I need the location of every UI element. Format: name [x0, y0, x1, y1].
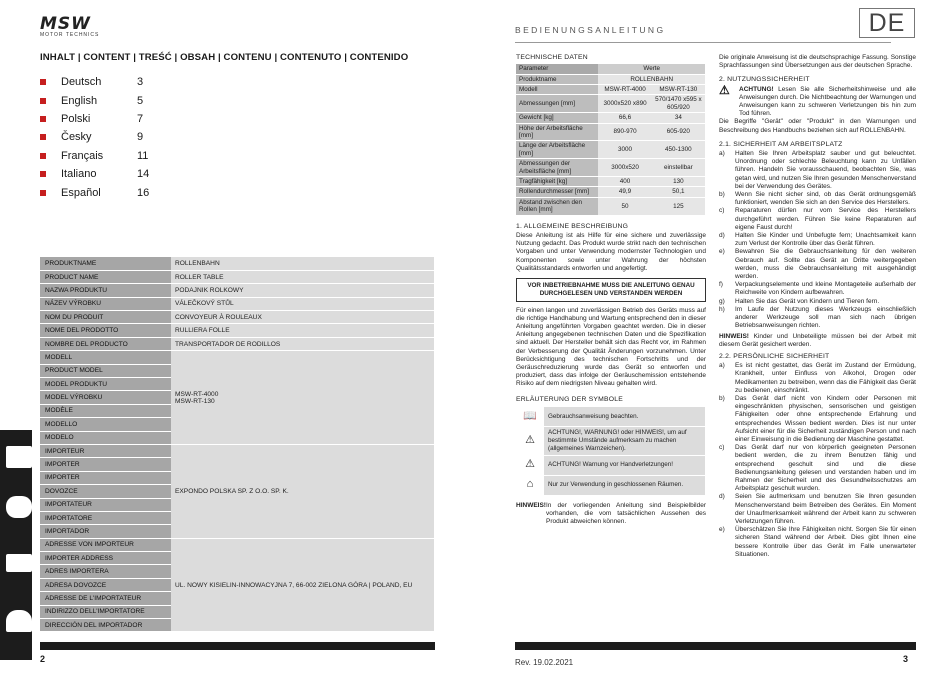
list-item: [719, 150, 916, 191]
header-divider: [515, 42, 891, 43]
right-page: [475, 0, 950, 674]
toc-language: Español: [61, 186, 101, 199]
tech-title: TECHNISCHE DATEN: [516, 54, 588, 61]
section-2-title: 2. NUTZUNGSSICHERHEIT: [719, 76, 810, 84]
tech-param: Höhe der Arbeitsfläche [mm]: [516, 123, 598, 141]
spec-value: [171, 538, 434, 632]
spec-row: [40, 324, 434, 337]
tech-value: 570/1470 x595 x 605/920: [652, 95, 705, 113]
list-marker: a): [719, 150, 725, 158]
tech-row: [516, 85, 705, 95]
tech-value: 3000x520: [598, 159, 651, 177]
spec-value: ROLLENBAHN: [171, 257, 434, 270]
spec-label: INDIRIZZO DELL'IMPORTATORE: [40, 605, 171, 618]
hinweis-text: In der vorliegenden Anleitung sind Beispielbilder vorhanden, die vom tatsächlichen Aussehen des Produkt abweichen können.: [546, 501, 706, 526]
tech-value: 50: [598, 197, 651, 215]
list-item: [719, 232, 916, 248]
section-1-title: 1. ALLGEMEINE BESCHREIBUNG: [516, 222, 629, 230]
toc-title: INHALT | CONTENT | TREŚĆ | OBSAH | CONTENU | CONTENUTO | CONTENIDO: [40, 52, 409, 63]
tech-header-row: [516, 64, 705, 74]
tech-param: Gewicht [kg]: [516, 113, 598, 123]
model-value: MSW-RT-130: [175, 397, 215, 405]
list-marker: d): [719, 493, 725, 501]
warning-icon: ⚠: [516, 427, 544, 455]
spec-label: PRODUCT NAME: [40, 270, 171, 283]
importer-value: EXPONDO POLSKA SP. Z O.O. SP. K.: [175, 487, 289, 495]
spec-label: IMPORTER: [40, 458, 171, 471]
spec-label: MODELO: [40, 431, 171, 444]
spec-value: RULLIERA FOLLE: [171, 324, 434, 337]
spec-label: ADRES IMPORTERA: [40, 565, 171, 578]
spec-row: [40, 297, 434, 310]
spec-label: DIRECCIÓN DEL IMPORTADOR: [40, 619, 171, 632]
spec-label: NOMBRE DEL PRODUCTO: [40, 337, 171, 350]
list-text: Überschätzen Sie Ihre Fähigkeiten nicht. Sorgen Sie für einen sicheren Stand während der Arbeit. Dies gibt Ihnen eine bessere Kontrolle über das Gerät im Falle unerwarteter Situationen.: [735, 526, 916, 558]
symbol-text: ACHTUNG! Warnung vor Handverletzungen!: [544, 455, 705, 475]
spec-label: ADRESSE DE L'IMPORTATEUR: [40, 592, 171, 605]
list-marker: c): [719, 444, 725, 452]
spec-label: NAZWA PRODUKTU: [40, 284, 171, 297]
hinweis-note: [516, 502, 706, 527]
toc-item: [40, 91, 240, 109]
toc-page-number: 3: [137, 76, 144, 89]
tech-header-param: Parameter: [516, 64, 598, 74]
spec-label: PRODUKTNAME: [40, 257, 171, 270]
hinweis-label: HINWEIS!: [719, 332, 749, 340]
tech-value: 66,6: [598, 113, 651, 123]
toc-page-number: 5: [137, 94, 144, 107]
bullet-icon: [40, 116, 46, 122]
tech-value: einstellbar: [652, 159, 705, 177]
list-text: Bewahren Sie die Gebrauchsanleitung für den weiteren Gebrauch auf. Sollte das Gerät an Dritte weitergegeben werden, muss die Gebrauchsanleitung mit ausgehändigt werden.: [735, 248, 916, 281]
spec-row: [40, 311, 434, 324]
toc-page-number: 9: [137, 131, 144, 144]
toc-page-number: 11: [137, 149, 149, 162]
warning-icon: ⚠: [719, 82, 730, 97]
tech-value: MSW-RT-130: [652, 85, 705, 95]
decorative-bar: [0, 430, 32, 660]
list-item: [719, 362, 916, 395]
symbol-text: Gebrauchsanweisung beachten.: [544, 407, 705, 427]
tech-row: [516, 113, 705, 123]
section-2-2-title: 2.2. PERSÖNLICHE SICHERHEIT: [719, 352, 830, 360]
section-1-text: Diese Anleitung ist als Hilfe für eine sichere und zuverlässige Nutzung gedacht. Das Produkt wurde strikt nach den technischen Vorgaben und unter Verwendung modernster Technologien und Komponenten sowie unter Wahrung der höchsten Qualitätsstandards entworfen und angefertigt.: [516, 231, 706, 272]
hand-injury-icon: ⚠: [516, 455, 544, 475]
symbol-row: [516, 427, 705, 455]
tech-param: Produktname: [516, 74, 598, 84]
tech-value: 34: [652, 113, 705, 123]
section-1-text-2: Für einen langen und zuverlässigen Betrieb des Geräts muss auf die richtige Handhabung und Wartung entsprechend den in dieser Anleitung angeführten Vorgaben geachtet werden. Die in dieser Anleitung angegebenen technischen Daten und die Spezifikation sind aktuell. Der Hersteller behält sich das Recht vor, im Rahmen der Verbesserung der Qualität Änderungen vorzunehmen. Unter Berücksichtigung des technischen Fortschritts und der Geräuschreduzierung wurde das Gerät so entworfen und produziert, dass das infolge der Geräuschemission entstehende Risiko auf dem niedrigsten Niveau gehalten wird.: [516, 306, 706, 388]
tech-value: 450-1300: [652, 141, 705, 159]
section-2-warning: [719, 82, 916, 119]
toc-page-number: 16: [137, 186, 150, 199]
tech-param: Abmessungen der Arbeitsfläche [mm]: [516, 159, 598, 177]
toc-language: Français: [61, 149, 104, 162]
symbols-title: ERLÄUTERUNG DER SYMBOLE: [516, 395, 623, 403]
list-item: [719, 493, 916, 526]
list-item: [719, 526, 916, 559]
spec-label: IMPORTER: [40, 471, 171, 484]
spec-value: [171, 351, 434, 445]
address-value: UL. NOWY KISIELIN-INNOWACYJNA 7, 66-002 ZIELONA GÓRA | POLAND, EU: [175, 581, 413, 589]
bullet-icon: [40, 79, 46, 85]
list-text: Verpackungselemente und kleine Montageteile außerhalb der Reichweite von Kindern aufbewahren.: [735, 281, 916, 297]
spec-label: IMPORTATORE: [40, 511, 171, 524]
list-text: Seien Sie aufmerksam und benutzen Sie Ihren gesunden Menschenverstand beim Betreiben des Gerätes. Ein Moment der Unaufmerksamkeit während der Arbeit kann zu schweren Verletzungen führen.: [735, 493, 916, 525]
spec-label: ADRESSE VON IMPORTEUR: [40, 538, 171, 551]
tech-row: [516, 123, 705, 141]
toc-item: [40, 165, 240, 183]
logo-subtext: MOTOR TECHNICS: [40, 32, 100, 38]
footer-bar: [515, 642, 916, 650]
tech-value: 400: [598, 177, 651, 187]
list-marker: c): [719, 207, 725, 215]
column-1: [516, 54, 706, 526]
spec-label: NOME DEL PRODOTTO: [40, 324, 171, 337]
list-text: Halten Sie das Gerät von Kindern und Tieren fern.: [735, 297, 880, 305]
spec-row: [40, 337, 434, 350]
list-item: [719, 306, 916, 331]
toc-item: [40, 183, 240, 201]
spec-label: MODEL PRODUKTU: [40, 378, 171, 391]
table-of-contents: [40, 73, 240, 202]
spec-label: MODELLO: [40, 418, 171, 431]
list-marker: h): [719, 305, 725, 313]
tech-row: [516, 74, 705, 84]
toc-page-number: 7: [137, 112, 144, 125]
original-note: Die originale Anweisung ist die deutschsprachige Fassung. Sonstige Sprachfassungen sind Übersetzungen aus der deutschen Sprache.: [719, 54, 916, 70]
tech-param: Abmessungen [mm]: [516, 95, 598, 113]
symbol-text: Nur zur Verwendung in geschlossenen Räumen.: [544, 475, 705, 495]
list-item: [719, 207, 916, 232]
tech-value: 50,1: [652, 187, 705, 197]
spec-value: PODAJNIK ROLKOWY: [171, 284, 434, 297]
section-2-1-hinweis: [719, 333, 916, 349]
spec-label: PRODUCT MODEL: [40, 364, 171, 377]
manual-icon: 📖: [516, 407, 544, 427]
spec-value: [171, 444, 434, 538]
tech-value: 3000: [598, 141, 651, 159]
tech-param: Länge der Arbeitsfläche [mm]: [516, 141, 598, 159]
tech-row: [516, 197, 705, 215]
spec-label: IMPORTEUR: [40, 444, 171, 457]
hinweis-label: HINWEIS!: [516, 501, 546, 509]
toc-item: [40, 128, 240, 146]
symbol-row: [516, 475, 705, 495]
tech-row: [516, 95, 705, 113]
spec-label: IMPORTATEUR: [40, 498, 171, 511]
read-manual-notice: VOR INBETRIEBNAHME MUSS DIE ANLEITUNG GENAU DURCHGELESEN UND VERSTANDEN WERDEN: [516, 278, 706, 302]
list-marker: b): [719, 394, 725, 402]
toc-language: Polski: [61, 112, 91, 125]
symbol-text: ACHTUNG!, WARNUNG! oder HINWEIS!, um auf bestimmte Umstände aufmerksam zu machen (allgemeines Warnzeichen).: [544, 427, 705, 455]
toc-language: Deutsch: [61, 76, 102, 89]
list-marker: g): [719, 297, 725, 305]
model-value: MSW-RT-4000: [175, 390, 219, 398]
spec-value: VÁLEČKOVÝ STŮL: [171, 297, 434, 310]
toc-page-number: 14: [137, 168, 150, 181]
product-spec-table: [40, 257, 434, 632]
spec-value: CONVOYEUR À ROULEAUX: [171, 311, 434, 324]
list-item: [719, 298, 916, 306]
spec-label: IMPORTER ADDRESS: [40, 552, 171, 565]
indoor-use-icon: ⌂: [516, 475, 544, 495]
toc-item: [40, 147, 240, 165]
list-item: [719, 191, 916, 207]
page-number: 2: [40, 654, 46, 664]
section-2-1-title: 2.1. SICHERHEIT AM ARBEITSPLATZ: [719, 140, 843, 148]
tech-param: Rollendurchmesser [mm]: [516, 187, 598, 197]
section-2-text: Die Begriffe "Gerät" oder "Produkt" in den Warnungen und Beschreibung des Handbuchs beziehen sich auf ROLLENBAHN.: [719, 118, 916, 134]
toc-item: [40, 73, 240, 91]
symbols-table: [516, 407, 705, 496]
section-2-1-list: [719, 150, 916, 330]
list-marker: d): [719, 232, 725, 240]
tech-value: MSW-RT-4000: [598, 85, 651, 95]
bullet-icon: [40, 153, 46, 159]
brand-logo: [40, 14, 99, 38]
list-marker: b): [719, 191, 725, 199]
list-text: Im Laufe der Nutzung dieses Werkzeugs einschließlich anderer Werkzeuge soll man sich nach übrigen Betriebsanweisungen richten.: [735, 305, 916, 330]
spec-label: MODELL: [40, 351, 171, 364]
tech-value: 3000x520 x890: [598, 95, 651, 113]
list-text: Das Gerät darf nicht von Kindern oder Personen mit eingeschränkten physischen, sensorischen und geistigen Fähigkeiten oder ohne entsprechende Erfahrung und entsprechendes Wissen bedient werden. Dies ist nur unter Aufsicht einer für die Sicherheit zuständigen Person und nach einer Einweisung in die Bedienung der Maschine gestattet.: [735, 394, 916, 443]
spec-row: [40, 257, 434, 270]
tech-param: Tragfähigkeit [kg]: [516, 177, 598, 187]
list-text: Wenn Sie nicht sicher sind, ob das Gerät ordnungsgemäß funktioniert, wenden Sie sich an den Service des Herstellers.: [735, 191, 916, 207]
hinweis-text: Kinder und Unbeteiligte müssen bei der Arbeit mit diesem Gerät gesichert werden.: [719, 332, 917, 348]
bullet-icon: [40, 98, 46, 104]
spec-row: [40, 444, 434, 457]
symbol-row: [516, 407, 705, 427]
spec-value: ROLLER TABLE: [171, 270, 434, 283]
list-text: Halten Sie Kinder und Unbefugte fern; Unachtsamkeit kann zum Verlust der Kontrolle über das Gerät führen.: [735, 232, 916, 248]
tech-header-value: Werte: [598, 64, 705, 74]
tech-row: [516, 141, 705, 159]
toc-item: [40, 110, 240, 128]
toc-language: Italiano: [61, 168, 97, 181]
spec-label: MODÈLE: [40, 404, 171, 417]
tech-param: Modell: [516, 85, 598, 95]
spec-label: MODEL VÝROBKU: [40, 391, 171, 404]
tech-param: Abstand zwischen den Rollen [mm]: [516, 197, 598, 215]
list-marker: f): [719, 281, 723, 289]
spec-label: NOM DU PRODUIT: [40, 311, 171, 324]
tech-value: ROLLENBAHN: [598, 74, 705, 84]
tech-value: 49,9: [598, 187, 651, 197]
list-text: Halten Sie Ihren Arbeitsplatz sauber und gut beleuchtet. Unordnung oder schlechte Beleuchtung kann zu Unfällen führen. Handeln Sie vorausschauend, beobachten Sie, was getan wird, und nutzen Sie Ihren gesunden Menschenverstand bei der Verwendung des Gerätes.: [735, 150, 916, 190]
symbol-row: [516, 455, 705, 475]
page-header: BEDIENUNGSANLEITUNG: [515, 25, 666, 35]
spec-label: NÁZEV VÝROBKU: [40, 297, 171, 310]
toc-language: English: [61, 94, 98, 107]
language-box: DE: [859, 8, 915, 38]
spec-row: [40, 351, 434, 364]
section-2-2-list: [719, 362, 916, 559]
list-item: [719, 395, 916, 444]
tech-value: 605-920: [652, 123, 705, 141]
spec-label: DOVOZCE: [40, 485, 171, 498]
warning-text: Lesen Sie alle Sicherheitshinweise und alle Anweisungen durch. Die Nichtbeachtung der Warnungen und Anweisungen kann zu schweren Verletzungen bis hin zum Tod führen.: [739, 85, 916, 118]
column-2: [719, 54, 916, 559]
spec-row: [40, 284, 434, 297]
tech-data-table: [516, 64, 705, 216]
spec-label: IMPORTADOR: [40, 525, 171, 538]
list-marker: a): [719, 362, 725, 370]
bullet-icon: [40, 171, 46, 177]
bullet-icon: [40, 134, 46, 140]
tech-row: [516, 159, 705, 177]
list-text: Das Gerät darf nur von körperlich geeigneten Personen bedient werden, die zu ihrem Benutzen fähig und entsprechend geschult sind und die diese Bedienungsanleitung gelesen und verstanden haben und im Rahmen der Sicherheit und des Gesundheitsschutzes am Arbeitsplatz geschult wurden.: [735, 444, 916, 493]
warning-label: ACHTUNG!: [739, 85, 774, 93]
tech-row: [516, 187, 705, 197]
list-text: Reparaturen dürfen nur vom Service des Herstellers durchgeführt werden. Führen Sie keine Reparaturen auf eigene Faust durch!: [735, 207, 916, 231]
list-marker: e): [719, 526, 725, 534]
spec-label: ADRESA DOVOZCE: [40, 578, 171, 591]
list-item: [719, 444, 916, 493]
tech-value: 130: [652, 177, 705, 187]
list-marker: e): [719, 248, 725, 256]
spec-value: TRANSPORTADOR DE RODILLOS: [171, 337, 434, 350]
logo-text: MSW: [40, 14, 91, 34]
spec-row: [40, 270, 434, 283]
bullet-icon: [40, 190, 46, 196]
list-item: [719, 281, 916, 297]
spec-row: [40, 538, 434, 551]
revision-date: Rev. 19.02.2021: [515, 658, 574, 667]
list-item: [719, 248, 916, 281]
tech-value: 890-970: [598, 123, 651, 141]
page-number: 3: [903, 654, 909, 664]
toc-language: Česky: [61, 131, 92, 144]
tech-row: [516, 177, 705, 187]
list-text: Es ist nicht gestattet, das Gerät im Zustand der Ermüdung, Krankheit, unter Einfluss von Alkohol, Drogen oder Medikamenten zu betreiben, wenn das die Fähigkeit das Gerät zu bedienen, einschränkt.: [735, 362, 916, 394]
tech-value: 125: [652, 197, 705, 215]
footer-bar: [40, 642, 435, 650]
